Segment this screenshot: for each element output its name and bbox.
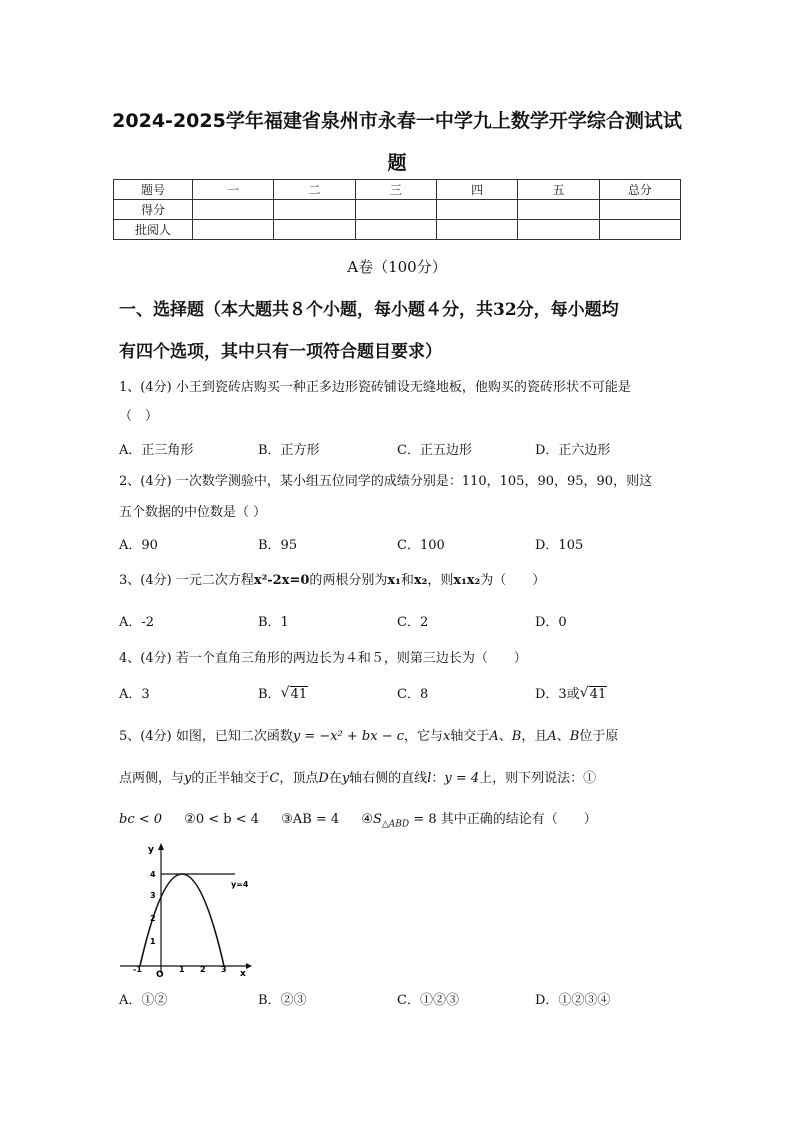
grader-cell[interactable] [274, 220, 355, 240]
q3-x2: x₂ [413, 573, 428, 588]
score-table-header-row [114, 180, 681, 200]
y-tick-label: 1 [150, 937, 156, 946]
score-row [114, 200, 681, 220]
q5-text: ，它与 [404, 729, 444, 744]
statement-4-sub: △ABD [381, 819, 410, 830]
q5-var: A [489, 729, 499, 744]
radical-sign: √ [280, 685, 290, 701]
q5-text: ： [431, 771, 445, 786]
q4-option-c[interactable]: C．8 [397, 687, 429, 702]
q5-var: y [184, 771, 192, 786]
q3-middle: 的两根分别为 [309, 573, 388, 588]
grader-cell[interactable] [355, 220, 436, 240]
q5-text: 的正半轴交于 [191, 771, 270, 786]
y-label: y [148, 845, 154, 855]
score-table [113, 179, 681, 240]
parabola-graph [118, 840, 258, 980]
score-cell[interactable] [355, 200, 436, 220]
q3-option-a[interactable]: A．-2 [119, 615, 155, 630]
q3-equation: x²-2x=0 [253, 573, 310, 588]
statement-2: ②0 < b < 4 [184, 812, 260, 827]
q5-text: 5、(4分) 如图，已知二次函数 [119, 729, 293, 744]
q5-text: 上，则下列说法：① [479, 771, 597, 786]
header-cell: 二 [274, 180, 355, 200]
q5-line-eq: y = 4 [444, 771, 480, 786]
q2-option-c[interactable]: C．100 [397, 538, 445, 553]
x-axis-arrow-icon [246, 963, 252, 969]
q5-text: ，顶点 [279, 771, 319, 786]
statement-4-s: S [372, 812, 382, 827]
question-1-text: 1、(4分) 小王到瓷砖店购买一种正多边形瓷砖铺设无缝地板，他购买的瓷砖形状不可能是 [119, 380, 631, 395]
title-line-1: 2024-2025学年福建省泉州市永春一中学九上数学开学综合测试试 [112, 110, 682, 132]
score-cell[interactable] [599, 200, 680, 220]
q4-option-b-label: B． [258, 687, 281, 702]
grader-cell[interactable] [193, 220, 274, 240]
q3-product: x₁x₂ [453, 573, 481, 588]
radicand: 41 [290, 687, 308, 702]
q1-option-d[interactable]: D．正六边形 [535, 443, 611, 458]
q3-then: ，则 [427, 573, 454, 588]
q4-option-d[interactable] [535, 683, 607, 702]
question-4-text: 4、(4分) 若一个直角三角形的两边长为４和５，则第三边长为（ ） [119, 651, 527, 666]
q5-var: l [427, 771, 432, 786]
x-tick-label: 2 [200, 965, 206, 974]
grader-cell[interactable] [518, 220, 599, 240]
radical-sign: √ [579, 685, 589, 701]
statement-1: bc < 0 [119, 812, 163, 827]
header-cell: 三 [355, 180, 436, 200]
question-5-line-1 [119, 725, 618, 744]
q5-text: 轴右侧的直线 [349, 771, 428, 786]
statement-4-marker: ④ [361, 812, 373, 827]
score-cell[interactable] [436, 200, 517, 220]
q5-text: 、 [556, 729, 570, 744]
header-cell: 四 [436, 180, 517, 200]
y-tick-label: 2 [150, 914, 156, 923]
section-heading-line-2: 有四个选项，其中只有一项符合题目要求） [119, 342, 442, 362]
q5-var: D [318, 771, 329, 786]
q3-prefix: 3、(4分) 一元二次方程 [119, 573, 254, 588]
question-5-line-2 [119, 767, 596, 786]
statement-4-eq: = 8 [409, 812, 437, 827]
question-1-bracket: （ ） [119, 409, 159, 424]
x-tick-label: -1 [133, 965, 142, 974]
q2-option-d[interactable]: D．105 [535, 538, 584, 553]
question-3-text [119, 569, 545, 588]
q5-option-d[interactable]: D．①②③④ [535, 993, 611, 1008]
grader-row [114, 220, 681, 240]
q5-text: 轴交于 [450, 729, 490, 744]
q5-option-b[interactable]: B．②③ [258, 993, 307, 1008]
q5-var: B [511, 729, 522, 744]
y-tick-label: 4 [150, 870, 156, 879]
line-label: y=4 [231, 880, 249, 889]
q5-var: B [569, 729, 580, 744]
row-label: 得分 [114, 200, 193, 220]
q4-option-a[interactable]: A．3 [119, 687, 150, 702]
q5-text: ，且 [521, 729, 548, 744]
question-2-text-2: 五个数据的中位数是（ ） [119, 505, 267, 520]
q3-option-c[interactable]: C．2 [397, 615, 429, 630]
y-tick-label: 3 [150, 891, 156, 900]
paper-a-heading: A卷（100分） [347, 258, 447, 276]
section-heading-line-1: 一、选择题（本大题共８个小题，每小题４分，共32分，每小题均 [119, 300, 619, 320]
q3-suffix: 为（ ） [480, 573, 546, 588]
q5-var: A [547, 729, 557, 744]
header-cell: 五 [518, 180, 599, 200]
q5-text: 在 [328, 771, 342, 786]
x-tick-label: 1 [179, 965, 185, 974]
title-line-2: 题 [387, 152, 407, 174]
question-5-line-3 [119, 808, 597, 830]
header-cell: 总分 [599, 180, 680, 200]
q5-text: 点两侧，与 [119, 771, 185, 786]
score-cell[interactable] [518, 200, 599, 220]
score-cell[interactable] [274, 200, 355, 220]
score-cell[interactable] [193, 200, 274, 220]
q5-var: y [341, 771, 350, 786]
q2-option-a[interactable]: A．90 [119, 538, 158, 553]
q1-option-c[interactable]: C．正五边形 [397, 443, 472, 458]
q5-option-c[interactable]: C．①②③ [397, 993, 459, 1008]
q3-option-b[interactable]: B．1 [258, 615, 289, 630]
origin-label: O [156, 970, 164, 980]
q5-text: 位于原 [579, 729, 619, 744]
q3-option-d[interactable]: D．0 [535, 615, 567, 630]
statement-3: ③AB = 4 [281, 812, 340, 827]
q3-x1: x₁ [387, 573, 401, 588]
grader-cell[interactable] [599, 220, 680, 240]
q3-and: 和 [400, 573, 414, 588]
sqrt-41 [580, 687, 608, 702]
q5-var: x [443, 729, 451, 744]
header-cell: 题号 [114, 180, 193, 200]
q5-option-a[interactable]: A．①② [119, 993, 168, 1008]
q5-tail: 其中正确的结论有（ ） [440, 812, 597, 827]
row-label: 批阅人 [114, 220, 193, 240]
q2-option-b[interactable]: B．95 [258, 538, 298, 553]
q5-text: 、 [498, 729, 512, 744]
grader-cell[interactable] [436, 220, 517, 240]
q5-function: y = −x² + bx − c [292, 729, 405, 744]
header-cell: 一 [193, 180, 274, 200]
q4-option-d-label: D．3或 [535, 687, 580, 702]
radicand: 41 [589, 687, 607, 702]
q1-option-b[interactable]: B．正方形 [258, 443, 320, 458]
q4-option-b[interactable] [258, 683, 308, 702]
question-2-text: 2、(4分) 一次数学测验中，某小组五位同学的成绩分别是：110，105，90，95，90，则这 [119, 474, 653, 489]
q1-option-a[interactable]: A．正三角形 [119, 443, 194, 458]
x-tick-label: 3 [221, 965, 227, 974]
sqrt-41 [281, 687, 309, 702]
y-axis-arrow-icon [158, 843, 164, 850]
x-label: x [240, 969, 246, 979]
q5-var: C [269, 771, 280, 786]
